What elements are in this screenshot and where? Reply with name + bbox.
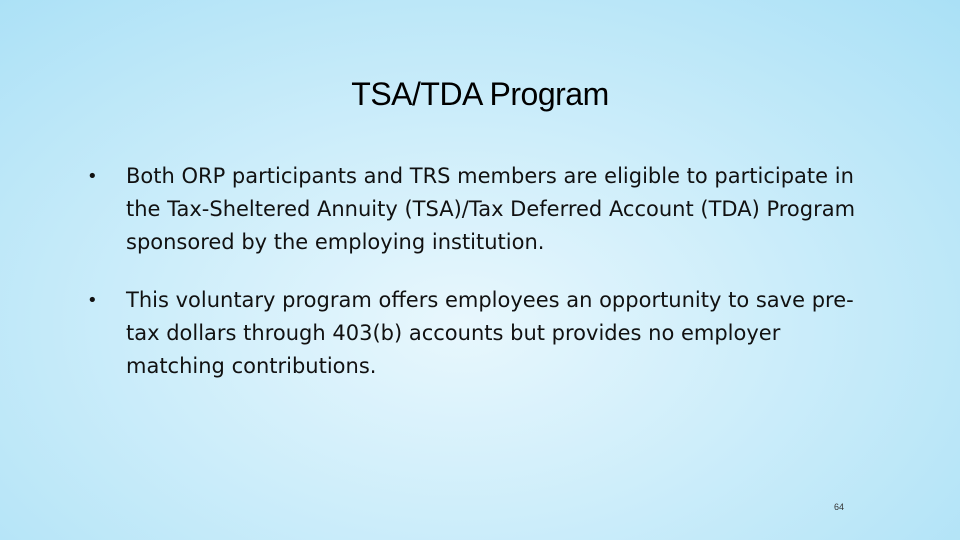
bullet-item: [84, 284, 884, 383]
bullet-marker: •: [87, 290, 98, 311]
page-number: 64: [834, 502, 845, 512]
bullet-item: [84, 160, 884, 259]
bullet-text: This voluntary program offers employees an opportunity to save pre-tax dollars through 403(b) accounts but provides no employer matching contributions.: [126, 288, 854, 378]
bullet-list: [84, 160, 884, 408]
bullet-marker: •: [87, 166, 98, 187]
bullet-text: Both ORP participants and TRS members are eligible to participate in the Tax-Sheltered Annuity (TSA)/Tax Deferred Account (TDA) Program sponsored by the employing institution.: [126, 164, 856, 254]
slide-title: TSA/TDA Program: [351, 76, 609, 112]
